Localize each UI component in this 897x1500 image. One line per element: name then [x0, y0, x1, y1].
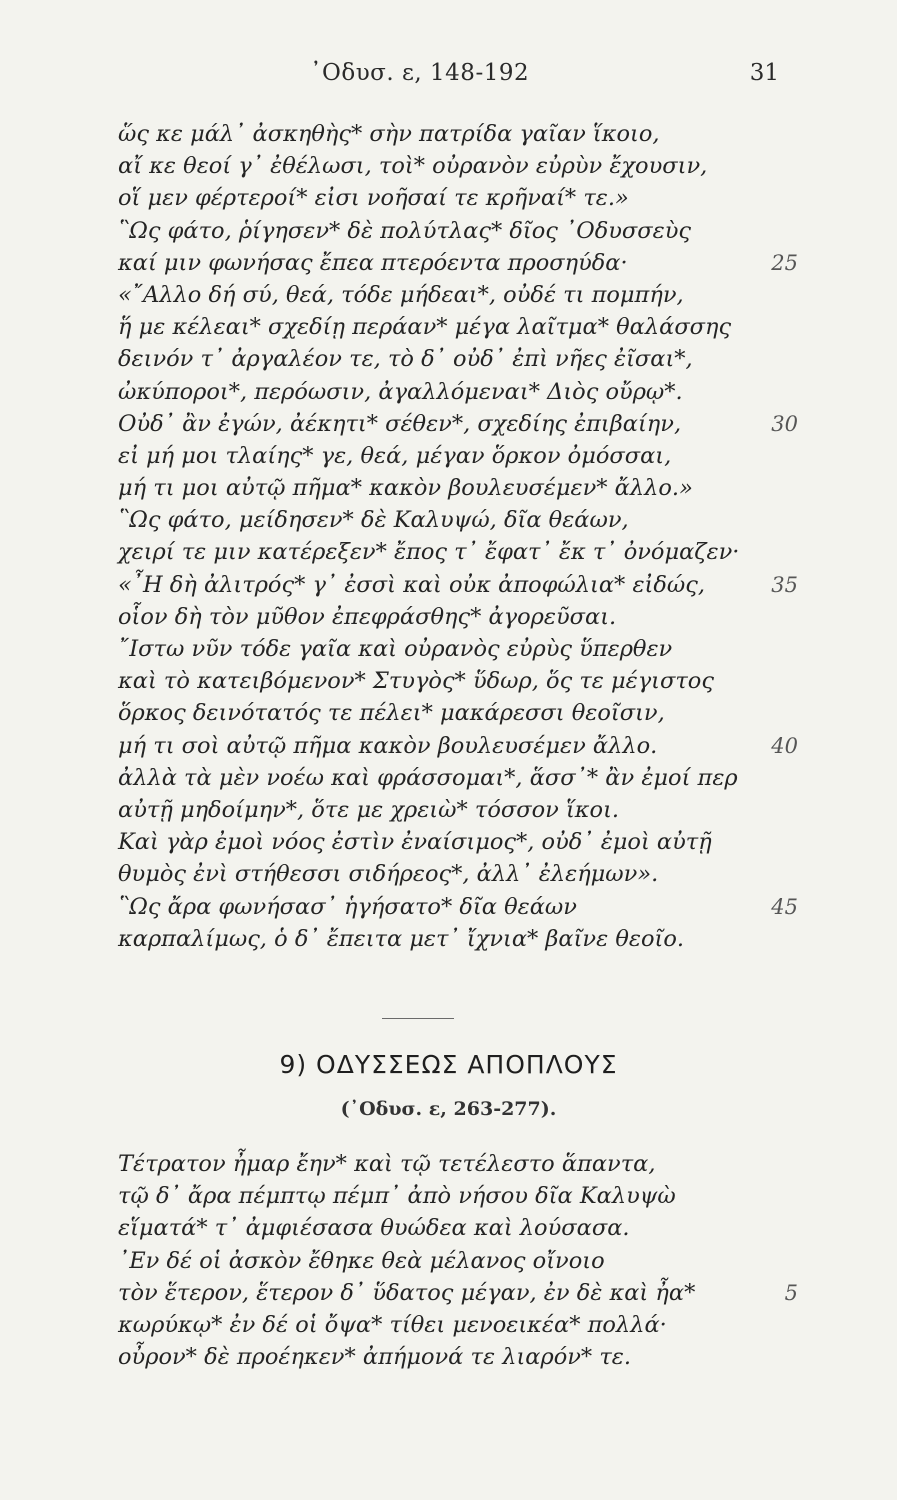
verse-line [118, 215, 798, 247]
verse-line [118, 247, 798, 279]
verse-line [118, 633, 798, 665]
verse-text: οἵ μεν φέρτεροί* εἰσι νοῆσαί τε κρῆναί* τε.» [118, 185, 629, 212]
verse-line [118, 794, 798, 826]
section-divider [382, 1018, 454, 1019]
verse-line [118, 1277, 798, 1309]
verse-line [118, 730, 798, 762]
verse-text: «῎Αλλο δή σύ, θεά, τόδε μήδεαι*, οὐδέ τι πομπήν, [118, 281, 684, 308]
verse-line [118, 472, 798, 504]
verse-line [118, 1309, 798, 1341]
verse-line [118, 601, 798, 633]
verse-line [118, 826, 798, 858]
verse-text: θυμὸς ἐνὶ στήθεσσι σιδήρεος*, ἀλλ᾽ ἐλεήμων». [118, 861, 659, 888]
verse-text: ῝Ως ἄρα φωνήσασ᾽ ἡγήσατο* δῖα θεάων [118, 893, 577, 920]
page-number: 31 [749, 60, 779, 86]
verse-text: καί μιν φωνήσας ἔπεα πτερόεντα προσηύδα· [118, 249, 628, 276]
verse-line [118, 118, 798, 150]
verse-text: κωρύκῳ* ἐν δέ οἱ ὄψα* τίθει μενοεικέα* πολλά· [118, 1311, 667, 1338]
verse-line [118, 311, 798, 343]
verse-line [118, 697, 798, 729]
verse-text: εἵματά* τ᾽ ἀμφιέσασα θυώδεα καὶ λούσασα. [118, 1215, 630, 1242]
verse-line [118, 569, 798, 601]
verse-line [118, 182, 798, 214]
verse-line [118, 343, 798, 375]
line-number: 25 [771, 250, 798, 275]
verse-text: αἴ κε θεοί γ᾽ ἐθέλωσι, τοὶ* οὐρανὸν εὐρὺν ἔχουσιν, [118, 153, 708, 180]
verse-text: μή τι μοι αὐτῷ πῆμα* κακὸν βουλευσέμεν* ἄλλο.» [118, 475, 693, 502]
verse-text: Καὶ γὰρ ἐμοὶ νόος ἐστὶν ἐναίσιμος*, οὐδ᾽ ἐμοὶ αὐτῇ [118, 829, 712, 856]
verse-line [118, 762, 798, 794]
verse-line [118, 1245, 798, 1277]
section-title: 9) ΟΔΥΣΣΕΩΣ ΑΠΟΠΛΟΥΣ [279, 1050, 618, 1079]
verse-text: ὥς κε μάλ᾽ ἀσκηθὴς* σὴν πατρίδα γαῖαν ἵκοιο, [118, 121, 660, 147]
verse-line [118, 504, 798, 536]
line-number: 35 [771, 572, 798, 597]
verse-text: ᾽Εν δέ οἱ ἀσκὸν ἔθηκε θεὰ μέλανος οἴνοιο [118, 1247, 605, 1274]
verse-passage-1 [118, 118, 798, 955]
verse-text: ῎Ιστω νῦν τόδε γαῖα καὶ οὐρανὸς εὐρὺς ὕπερθεν [118, 636, 673, 662]
verse-text: οὖρον* δὲ προέηκεν* ἀπήμονά τε λιαρόν* τε. [118, 1344, 632, 1371]
verse-line [118, 1212, 798, 1244]
verse-text: αὐτῇ μηδοίμην*, ὅτε με χρειὼ* τόσσον ἵκοι. [118, 796, 620, 823]
verse-line [118, 440, 798, 472]
verse-line [118, 150, 798, 182]
verse-text: ἥ με κέλεαι* σχεδίῃ περάαν* μέγα λαῖτμα* θαλάσσης [118, 314, 732, 341]
verse-text: δεινόν τ᾽ ἀργαλέον τε, τὸ δ᾽ οὐδ᾽ ἐπὶ νῆες ἐῖσαι*, [118, 346, 693, 373]
verse-line [118, 376, 798, 408]
running-head: ᾿Οδυσ. ε, 148-192 [310, 60, 530, 86]
line-number: 45 [771, 894, 798, 919]
verse-text: ὅρκος δεινότατός τε πέλει* μακάρεσσι θεοῖσιν, [118, 700, 665, 727]
verse-line [118, 408, 798, 440]
verse-text: εἰ μή μοι τλαίης* γε, θεά, μέγαν ὅρκον ὀμόσσαι, [118, 442, 672, 469]
verse-text: ἀλλὰ τὰ μὲν νοέω καὶ φράσσομαι*, ἅσσ᾽* ἂν ἐμοί περ [118, 764, 738, 791]
verse-line [118, 536, 798, 568]
verse-line [118, 891, 798, 923]
verse-text: τὸν ἕτερον, ἕτερον δ᾽ ὕδατος μέγαν, ἐν δὲ καὶ ἦα* [118, 1279, 696, 1306]
verse-text: «῏Η δὴ ἀλιτρός* γ᾽ ἐσσὶ καὶ οὐκ ἀποφώλια* εἰδώς, [118, 571, 705, 598]
line-number: 5 [784, 1280, 798, 1305]
verse-line [118, 923, 798, 955]
verse-text: οἷον δὴ τὸν μῦθον ἐπεφράσθης* ἀγορεῦσαι. [118, 603, 617, 630]
line-number: 40 [771, 733, 798, 758]
verse-text: καὶ τὸ κατειβόμενον* Στυγὸς* ὕδωρ, ὅς τε μέγιστος [118, 668, 714, 695]
verse-line [118, 279, 798, 311]
verse-line [118, 1180, 798, 1212]
verse-text: ὠκύποροι*, περόωσιν, ἀγαλλόμεναι* Διὸς οὔρῳ*. [118, 378, 683, 405]
verse-text: τῷ δ᾽ ἄρα πέμπτῳ πέμπ᾽ ἀπὸ νήσου δῖα Καλυψὼ [118, 1183, 676, 1210]
line-number: 30 [771, 411, 798, 436]
verse-text: χειρί τε μιν κατέρεξεν* ἔπος τ᾽ ἔφατ᾽ ἔκ τ᾽ ὀνόμαζεν· [118, 539, 740, 566]
section-reference: (᾿Οδυσ. ε, 263-277). [340, 1098, 557, 1120]
verse-text: ῝Ως φάτο, μείδησεν* δὲ Καλυψώ, δῖα θεάων, [118, 507, 629, 534]
verse-line [118, 1148, 798, 1180]
verse-text: Οὐδ᾽ ἂν ἐγών, ἀέκητι* σέθεν*, σχεδίης ἐπιβαίην, [118, 410, 682, 437]
verse-passage-2 [118, 1148, 798, 1373]
verse-text: Τέτρατον ἦμαρ ἔην* καὶ τῷ τετέλεστο ἅπαντα, [118, 1151, 656, 1177]
verse-text: καρπαλίμως, ὁ δ᾽ ἔπειτα μετ᾽ ἴχνια* βαῖνε θεοῖο. [118, 925, 685, 952]
verse-line [118, 858, 798, 890]
verse-text: μή τι σοὶ αὐτῷ πῆμα κακὸν βουλευσέμεν ἄλλο. [118, 732, 658, 759]
page-header [0, 60, 897, 94]
verse-text: ῝Ως φάτο, ῥίγησεν* δὲ πολύτλας* δῖος ᾽Οδυσσεὺς [118, 217, 692, 244]
verse-line [118, 1341, 798, 1373]
verse-line [118, 665, 798, 697]
